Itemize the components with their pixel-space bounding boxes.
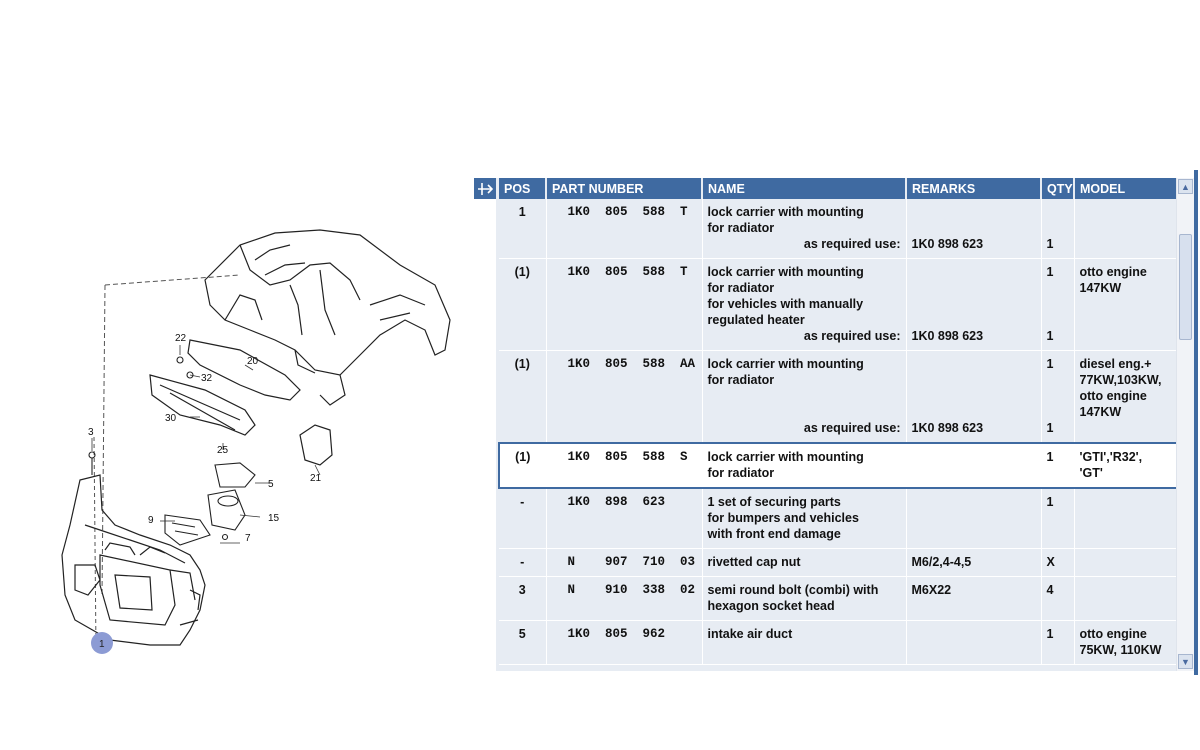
table-row[interactable] [499,259,1178,351]
required-ref: 1K0 898 623 [911,329,984,343]
cell-model [1074,577,1178,621]
parts-list-panel [474,178,1195,671]
cell-pos: - [499,549,546,577]
required-label: as required use: [803,421,901,435]
cell-pos: 1 [499,199,546,259]
callout-32: 32 [201,373,213,384]
cell-qty [1041,351,1074,444]
header-model[interactable]: MODEL [1074,178,1178,199]
cell-model [1074,443,1178,488]
name-line: lock carrier with mounting [707,205,864,219]
cell-pos: (1) [499,443,546,488]
name-line: for vehicles with manually [707,297,864,311]
name-line: 1 set of securing parts [707,495,841,509]
parts-table [498,178,1178,665]
cell-part-number: 1K0 805 588 S [546,443,702,488]
cell-remarks [906,621,1041,665]
cell-name [702,351,906,444]
qty-value: 1 [1046,265,1054,279]
name-line: regulated heater [707,313,805,327]
name-line: for radiator [707,221,775,235]
cell-model [1074,621,1178,665]
cell-name [702,549,906,577]
model-line: 77KW,103KW, [1079,373,1162,387]
model-line: 'GTI','R32', [1079,450,1143,464]
model-line: diesel eng.+ [1079,357,1152,371]
expand-arrows-icon[interactable] [474,178,496,199]
name-line: intake air duct [707,627,793,641]
cell-name [702,259,906,351]
parts-table-wrap [498,178,1178,671]
left-strip [474,199,496,671]
callout-25: 22 [175,333,187,344]
cell-model [1074,549,1178,577]
name-line: semi round bolt (combi) with [707,583,879,597]
required-ref: 1K0 898 623 [911,237,984,251]
name-line: lock carrier with mounting [707,265,864,279]
cell-part-number: N 907 710 03 [546,549,702,577]
cell-qty: X [1041,549,1074,577]
callout-21: 21 [310,473,322,484]
callout-9: 9 [148,515,154,526]
callout-15: 7 [245,533,251,544]
cell-model [1074,199,1178,259]
cell-part-number: 1K0 805 588 T [546,259,702,351]
name-line: lock carrier with mounting [707,357,864,371]
name-line: with front end damage [707,527,841,541]
cell-remarks [906,351,1041,444]
table-row[interactable] [499,199,1178,259]
callout-1: 1 [99,639,105,650]
cell-pos: - [499,488,546,549]
required-qty: 1 [1046,237,1054,251]
required-qty: 1 [1046,421,1054,435]
header-pos[interactable]: POS [499,178,546,199]
table-row-selected[interactable] [499,443,1178,488]
cell-model [1074,259,1178,351]
header-qty[interactable]: QTY [1041,178,1074,199]
cell-qty: 4 [1041,577,1074,621]
model-line: 147KW [1079,281,1122,295]
cell-part-number: 1K0 898 623 [546,488,702,549]
header-part-number[interactable]: PART NUMBER [546,178,702,199]
cell-remarks [906,443,1041,488]
cell-name [702,443,906,488]
cell-part-number: N 910 338 02 [546,577,702,621]
callout-3: 3 [88,427,94,438]
cell-remarks: M6/2,4-4,5 [906,549,1041,577]
qty-value: 1 [1046,357,1054,371]
cell-part-number: 1K0 805 962 [546,621,702,665]
required-ref: 1K0 898 623 [911,421,984,435]
cell-remarks [906,259,1041,351]
name-line: for radiator [707,281,775,295]
cell-remarks: M6X22 [906,577,1041,621]
name-line: for radiator [707,466,775,480]
table-header [499,178,1178,199]
cell-qty: 1 [1041,488,1074,549]
panel-edge [1194,170,1198,675]
name-line: hexagon socket head [707,599,835,613]
cell-model [1074,488,1178,549]
table-scrollbar[interactable] [1176,178,1194,671]
cell-name [702,199,906,259]
cell-qty [1041,199,1074,259]
header-name[interactable]: NAME [702,178,906,199]
callout-20: 20 [247,356,259,367]
cell-part-number: 1K0 805 588 AA [546,351,702,444]
model-line: 75KW, 110KW [1079,643,1162,657]
cell-remarks [906,488,1041,549]
cell-name [702,577,906,621]
table-row[interactable] [499,621,1178,665]
scrollbar-thumb[interactable] [1179,234,1192,340]
required-label: as required use: [803,237,901,251]
cell-pos: 5 [499,621,546,665]
small-parts-drawing [89,357,255,545]
scroll-down-icon[interactable]: ▼ [1178,654,1193,669]
model-line: otto engine [1079,627,1147,641]
cell-name [702,488,906,549]
cell-qty: 1 [1041,443,1074,488]
model-line: 147KW [1079,405,1122,419]
required-qty: 1 [1046,329,1054,343]
cell-pos: (1) [499,351,546,444]
name-line: for radiator [707,373,775,387]
required-label: as required use: [803,329,901,343]
model-line: otto engine [1079,265,1147,279]
cell-part-number: 1K0 805 588 T [546,199,702,259]
lock-carrier-drawing [62,475,205,645]
callout-30: 30 [165,413,177,424]
header-remarks[interactable]: REMARKS [906,178,1041,199]
cell-model [1074,351,1178,444]
callout-7: 5 [268,479,274,490]
table-row[interactable] [499,549,1178,577]
cell-pos: (1) [499,259,546,351]
cell-remarks [906,199,1041,259]
body-shell-drawing [205,230,450,405]
parts-diagram [40,225,470,665]
cell-qty [1041,259,1074,351]
callout-5: 15 [268,513,280,524]
model-line: 'GT' [1079,466,1103,480]
cell-qty: 1 [1041,621,1074,665]
name-line: rivetted cap nut [707,555,801,569]
scroll-up-icon[interactable]: ▲ [1178,179,1193,194]
table-row[interactable] [499,351,1178,444]
cell-pos: 3 [499,577,546,621]
name-line: lock carrier with mounting [707,450,864,464]
table-row[interactable] [499,488,1178,549]
callout-22: 25 [217,445,229,456]
name-line: for bumpers and vehicles [707,511,859,525]
cell-name [702,621,906,665]
model-line: otto engine [1079,389,1147,403]
table-row[interactable] [499,577,1178,621]
